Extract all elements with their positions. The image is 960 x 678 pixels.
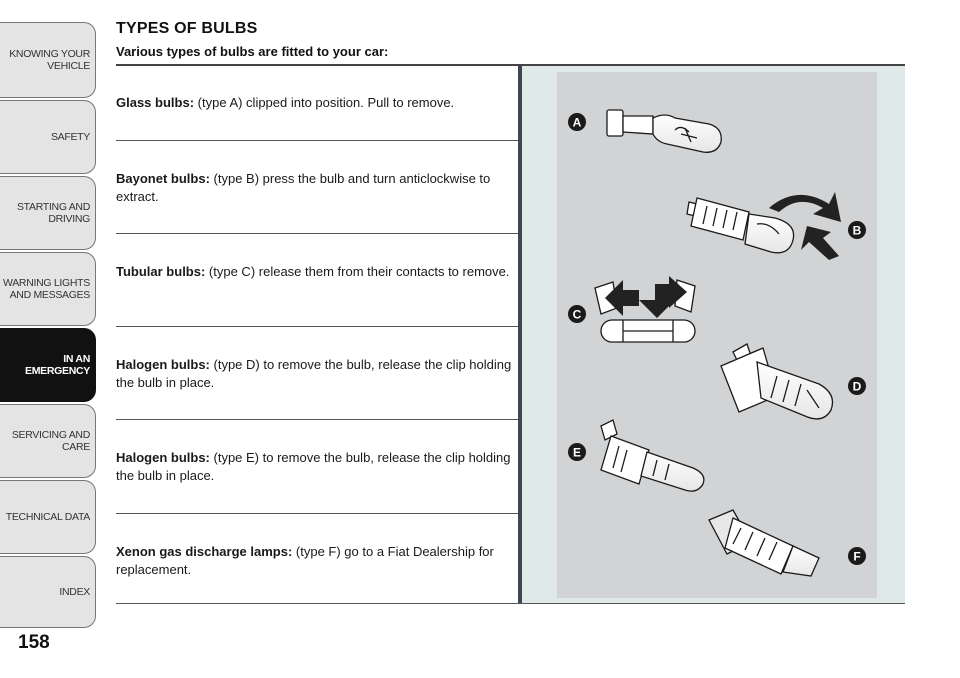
bulb-description: (type E) to remove the bulb, release the clip holding the bulb in place. — [116, 450, 511, 483]
page-title: TYPES OF BULBS — [116, 20, 258, 37]
bulb-label: Halogen bulbs: — [116, 357, 210, 372]
bulb-row-f — [116, 543, 518, 579]
marker-label: A — [572, 115, 582, 130]
tab-label: INDEX — [59, 585, 90, 598]
marker-b — [848, 221, 866, 239]
marker-label: D — [852, 379, 862, 394]
tab-label: STARTING AND DRIVING — [16, 200, 90, 225]
bulb-label: Xenon gas discharge lamps: — [116, 544, 293, 559]
bulb-row-c — [116, 263, 518, 281]
bulb-description: (type D) to remove the bulb, release the clip holding the bulb in place. — [116, 357, 512, 390]
tab-label: IN AN EMERGENCY — [25, 352, 90, 377]
bulb-d-halogen-icon — [721, 344, 833, 419]
tab-technical-data[interactable] — [0, 480, 96, 554]
tab-label: SERVICING AND CARE — [11, 428, 90, 453]
tab-label: WARNING LIGHTS AND MESSAGES — [3, 276, 90, 301]
row-divider — [116, 140, 518, 141]
rotate-arrow-icon — [769, 192, 841, 222]
bulb-description: (type A) clipped into position. Pull to remove. — [194, 95, 455, 110]
tab-in-an-emergency[interactable] — [0, 328, 96, 402]
page-subtitle: Various types of bulbs are fitted to your car: — [116, 44, 389, 59]
bulb-f-xenon-icon — [709, 510, 819, 576]
marker-label: B — [852, 223, 862, 238]
row-divider — [116, 233, 518, 234]
push-arrow-icon — [801, 226, 839, 260]
bulb-description: (type C) release them from their contacts to remove. — [205, 264, 510, 279]
tab-warning-lights[interactable] — [0, 252, 96, 326]
bulb-label: Glass bulbs: — [116, 95, 195, 110]
bulb-row-a — [116, 94, 518, 112]
row-divider — [116, 326, 518, 327]
marker-c — [568, 305, 586, 323]
marker-a — [568, 113, 586, 131]
bulb-a-glass-icon — [607, 110, 721, 152]
tab-label: TECHNICAL DATA — [5, 510, 90, 523]
bulb-e-halogen-icon — [601, 420, 704, 491]
page-number: 158 — [18, 632, 50, 653]
footer-rule — [116, 603, 905, 604]
tab-index[interactable] — [0, 556, 96, 628]
marker-label: E — [572, 445, 582, 460]
marker-d — [848, 377, 866, 395]
tab-label: SAFETY — [50, 130, 90, 143]
bulb-row-d — [116, 356, 518, 392]
tab-safety[interactable] — [0, 100, 96, 174]
bulb-illustration — [557, 72, 877, 598]
tab-starting-and-driving[interactable] — [0, 176, 96, 250]
tab-servicing-and-care[interactable] — [0, 404, 96, 478]
bulb-description: (type B) press the bulb and turn anticlockwise to extract. — [116, 171, 491, 204]
tab-label: KNOWING YOUR VEHICLE — [9, 47, 90, 72]
bulb-label: Bayonet bulbs: — [116, 171, 210, 186]
bulb-label: Tubular bulbs: — [116, 264, 206, 279]
bulb-row-b — [116, 170, 518, 206]
row-divider — [116, 513, 518, 514]
bulb-label: Halogen bulbs: — [116, 450, 210, 465]
row-divider — [116, 419, 518, 420]
bulb-row-e — [116, 449, 518, 485]
tab-knowing-your-vehicle[interactable] — [0, 22, 96, 98]
marker-label: F — [853, 549, 861, 564]
marker-label: C — [572, 307, 582, 322]
marker-f — [848, 547, 866, 565]
marker-e — [568, 443, 586, 461]
bulb-description: (type F) go to a Fiat Dealership for replacement. — [116, 544, 494, 577]
